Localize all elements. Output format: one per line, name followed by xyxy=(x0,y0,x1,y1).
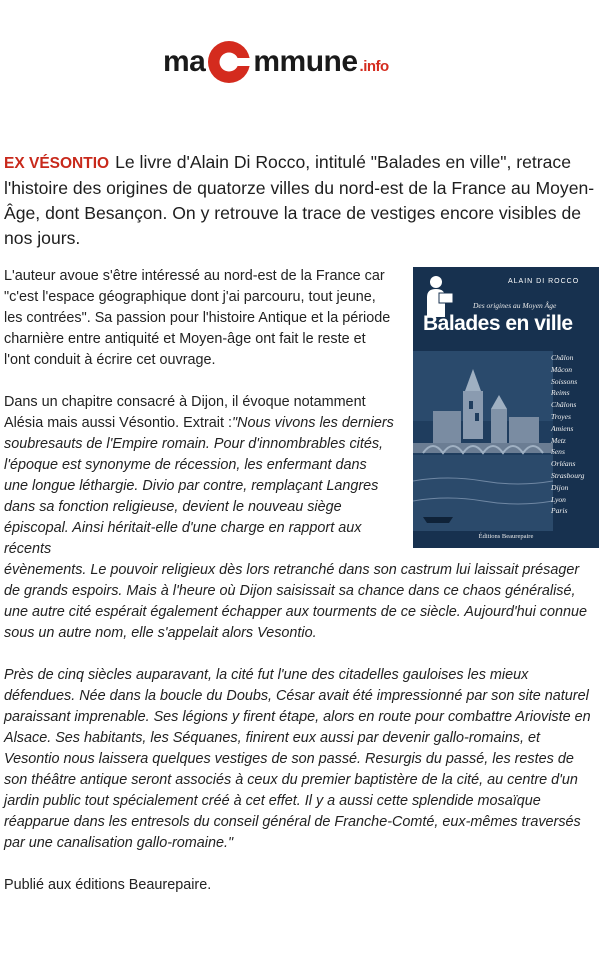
book-city: Paris xyxy=(551,506,568,516)
excerpt-quote-part-3: Près de cinq siècles auparavant, la cité fut l'une des citadelles gauloises les mieux défendues. Née dans la boucle du Doubs, César avait été impressionné par son site naturel paraissant imprenable. Ses légions y firent étape, alors en route pour combattre Arioviste en Alsace. Ses habitants, les Séquanes, finirent eux aussi par devenir gallo-romains, et Vesontio nous laissera quelques vestiges de son passé. Resurgis du passé, les restes de son théâtre antique seront associés à ceux du premier baptistère de la cité, au centre d'un jardin public tout spécialement créé à cet effet. Il y a aussi cette splendide mosaïque réapparue dans les entresols du conseil général de Franche-Comté, eux-mêmes traversés par une canalisation gallo-romaine." xyxy=(4,667,591,851)
book-city: Amiens xyxy=(551,423,574,433)
article-kicker: EX VÉSONTIO xyxy=(4,155,110,172)
paragraph-spacer xyxy=(4,371,598,392)
logo-prefix: ma xyxy=(163,45,206,78)
book-city: Châlon xyxy=(551,353,574,362)
logo-c-mark xyxy=(206,39,252,85)
paragraph-spacer xyxy=(4,854,598,875)
excerpt-quote-part-1: "Nous vivons les derniers soubresauts de l'Empire romain. Pour d'innombrables cités, l'époque est synonyme de récession, les enfermant dans une longue léthargie. Divio par contre, remplaçant Langres dans sa fonction religieuse, devient le nouveau siège épiscopal. Ainsi héritait-elle d'une charge en rapport aux récents xyxy=(4,415,394,557)
article-paragraph-1: L'auteur avoue s'être intéressé au nord-est de la France car "c'est l'espace géographique dont j'ai parcouru, tout jeune, les contrées". Sa passion pour l'histoire Antique et la période charnière entre antiquité et Moyen-âge ont fait le reste et l'ont conduit à écrire cet ouvrage. xyxy=(4,268,391,368)
book-publisher: Éditions Beaurepaire xyxy=(478,533,534,540)
book-subtitle: Des origines au Moyen Âge xyxy=(473,301,557,310)
logo-suffix: mmune xyxy=(253,45,358,78)
book-city: Châlons xyxy=(551,400,577,410)
article-paragraph-4: Publié aux éditions Beaurepaire. xyxy=(4,877,212,893)
book-city: Orléans xyxy=(551,459,576,469)
article-paragraph-2-continued xyxy=(4,560,598,644)
site-logo[interactable] xyxy=(163,37,389,87)
paragraph-spacer xyxy=(4,644,598,665)
article-lead xyxy=(4,150,598,251)
book-city: Sens xyxy=(551,447,565,457)
logo-tld: .info xyxy=(359,58,389,75)
book-city: Lyon xyxy=(551,494,566,504)
site-header xyxy=(0,0,600,100)
article-body xyxy=(4,266,598,896)
excerpt-intro: Dans un chapitre consacré à Dijon, il évoque notamment Alésia mais aussi Vésontio. Extrait : xyxy=(4,394,366,431)
book-city: Metz xyxy=(551,435,566,445)
excerpt-quote-part-2: évènements. Le pouvoir religieux dès lors retranché dans son castrum lui laissait présager de grands espoirs. Mais à l'heure où Dijon saisissait sa chance dans ce chaos généralisé, une autre cité espérait également échapper aux tourments de ce siècle. Aujourd'hui connue sous un autre nom, elle s'appelait alors Vesontio. xyxy=(4,562,588,641)
lead-text: Le livre d'Alain Di Rocco, intitulé "Balades en ville", retrace l'histoire des origines de quatorze villes du nord-est de la France au Moyen-Âge, dont Besançon. On y retrouve la trace de vestiges encore visibles de nos jours. xyxy=(4,152,595,248)
book-city: Reims xyxy=(551,388,570,398)
book-city: Soissons xyxy=(551,376,578,386)
book-title: Balades en ville xyxy=(423,312,573,335)
book-city: Mâcon xyxy=(551,364,573,374)
article-paragraph-2 xyxy=(4,392,598,560)
book-city: Strasbourg xyxy=(551,470,585,480)
book-city: Dijon xyxy=(551,482,569,492)
article-paragraph-3 xyxy=(4,665,598,854)
book-city: Troyes xyxy=(551,411,571,421)
book-author: ALAIN DI ROCCO xyxy=(508,278,580,285)
